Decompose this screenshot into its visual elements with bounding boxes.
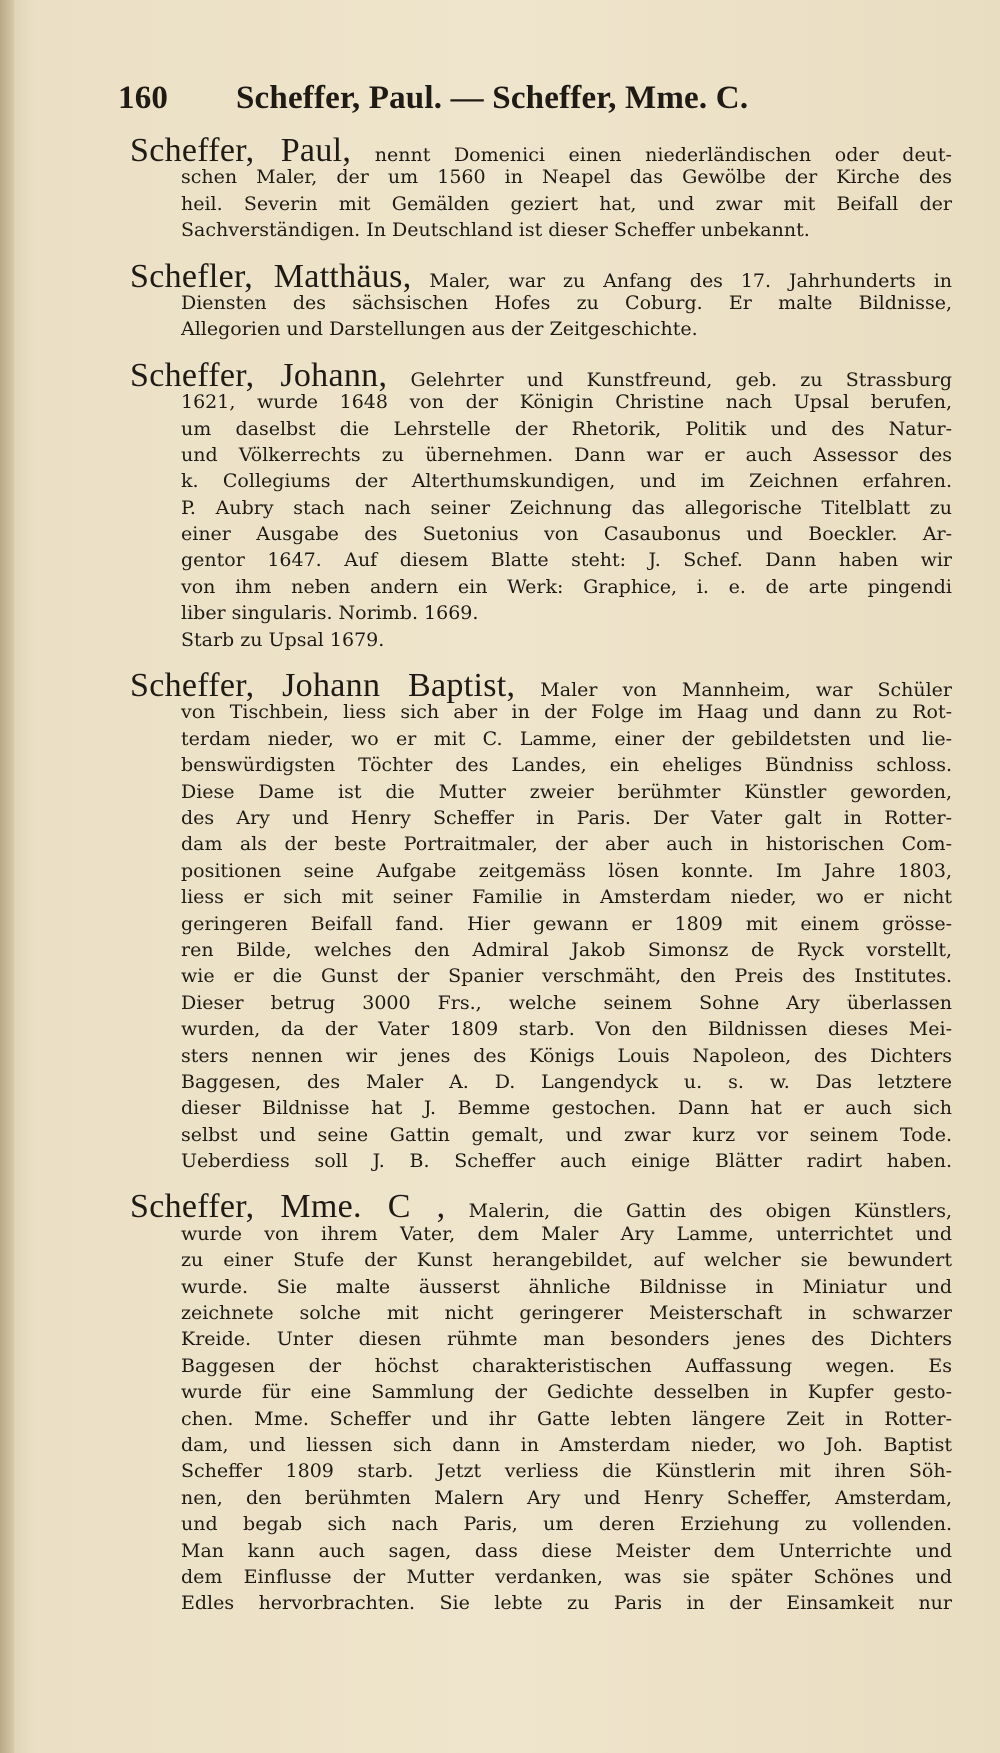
entry-first-line bbox=[130, 1188, 952, 1226]
entry-line: liess er sich mit seiner Familie in Amsterdam nieder, wo er nicht bbox=[181, 886, 952, 909]
entry-headword: Scheffer, Johann Baptist, bbox=[130, 667, 516, 705]
entry-line: des Ary und Henry Scheffer in Paris. Der Vater galt in Rotter- bbox=[181, 806, 952, 829]
entries bbox=[130, 132, 953, 1637]
entry-scheffer-mme-c bbox=[130, 1188, 952, 1616]
page-number: 160 bbox=[118, 80, 169, 116]
entry-line: und begab sich nach Paris, um deren Erziehung zu vollenden. bbox=[181, 1513, 952, 1536]
entry-line: Edles hervorbrachten. Sie lebte zu Paris in der Einsamkeit nur bbox=[181, 1592, 952, 1615]
entry-line: von ihm neben andern ein Werk: Graphice, i. e. de arte pingendi bbox=[181, 575, 952, 598]
page-gutter bbox=[0, 0, 14, 1753]
entry-headword: Scheffer, Johann, bbox=[130, 356, 388, 394]
entry-line: Diese Dame ist die Mutter zweier berühmter Künstler geworden, bbox=[181, 780, 952, 803]
entry-first-line bbox=[130, 132, 952, 169]
entry-line: dam, und liessen sich dann in Amsterdam nieder, wo Joh. Baptist bbox=[181, 1433, 952, 1456]
entry-line: und Völkerrechts zu übernehmen. Dann war er auch Assessor des bbox=[181, 443, 952, 466]
entry-line: Scheffer 1809 starb. Jetzt verliess die Künstlerin mit ihren Söh- bbox=[181, 1460, 952, 1483]
entry-line: selbst und seine Gattin gemalt, und zwar kurz vor seinem Tode. bbox=[181, 1123, 952, 1146]
entry-headword: Schefler, Matthäus, bbox=[130, 257, 412, 295]
entry-line: positionen seine Aufgabe zeitgemäss lösen konnte. Im Jahre 1803, bbox=[181, 859, 952, 882]
entry-line: ren Bilde, welches den Admiral Jakob Simonsz de Ryck vorstellt, bbox=[181, 938, 952, 961]
entry-line: Starb zu Upsal 1679. bbox=[181, 628, 385, 651]
entry-line: wurden, da der Vater 1809 starb. Von den Bildnissen dieses Mei- bbox=[181, 1018, 952, 1041]
entry-scheffer-johann-baptist bbox=[130, 667, 952, 1174]
entry-line: 1621, wurde 1648 von der Königin Christine nach Upsal berufen, bbox=[181, 391, 952, 414]
entry-text: Maler von Mannheim, war Schüler bbox=[540, 679, 952, 702]
entry-text: Malerin, die Gattin des obigen Künstlers, bbox=[468, 1200, 952, 1223]
entry-line: von Tischbein, liess sich aber in der Folge im Haag und dann zu Rot- bbox=[181, 701, 952, 724]
entry-line: sters nennen wir jenes des Königs Louis Napoleon, des Dichters bbox=[181, 1044, 952, 1067]
entry-line: dieser Bildnisse hat J. Bemme gestochen. Dann hat er auch sich bbox=[181, 1097, 952, 1120]
entry-line: Sachverständigen. In Deutschland ist dieser Scheffer unbekannt. bbox=[181, 219, 810, 242]
entry-first-line bbox=[130, 667, 952, 705]
entry-text: Maler, war zu Anfang des 17. Jahrhunderts in bbox=[429, 269, 953, 292]
entry-headword: Scheffer, Mme. C , bbox=[130, 1188, 446, 1226]
entry-text: nennt Domenici einen niederländischen oder deut- bbox=[374, 144, 952, 166]
entry-line: liber singularis. Norimb. 1669. bbox=[181, 602, 479, 625]
entry-line: nen, den berühmten Malern Ary und Henry Scheffer, Amsterdam, bbox=[181, 1486, 952, 1509]
entry-text: Gelehrter und Kunstfreund, geb. zu Strassburg bbox=[410, 368, 952, 391]
entry-line: terdam nieder, wo er mit C. Lamme, einer der gebildetsten und lie- bbox=[181, 727, 952, 750]
entry-line: P. Aubry stach nach seiner Zeichnung das allegorische Titelblatt zu bbox=[181, 496, 952, 519]
entry-line: geringeren Beifall fand. Hier gewann er 1809 mit einem grösse- bbox=[181, 912, 952, 935]
entry-line: Baggesen der höchst charakteristischen Auffassung wegen. Es bbox=[181, 1354, 952, 1377]
entry-scheffer-paul bbox=[130, 132, 952, 244]
entry-schefler-matthaeus bbox=[130, 257, 953, 343]
entry-line: wurde von ihrem Vater, dem Maler Ary Lamme, unterrichtet und bbox=[181, 1222, 952, 1245]
page-title: Scheffer, Paul. — Scheffer, Mme. C. bbox=[236, 80, 749, 116]
entry-line: Baggesen, des Maler A. D. Langendyck u. s. w. Das letztere bbox=[181, 1070, 952, 1093]
entry-line: heil. Severin mit Gemälden geziert hat, und zwar mit Beifall der bbox=[181, 192, 952, 215]
entry-headword: Scheffer, Paul, bbox=[130, 132, 352, 169]
entry-line: wurde. Sie malte äusserst ähnliche Bildnisse in Miniatur und bbox=[181, 1275, 952, 1298]
entry-line: zu einer Stufe der Kunst herangebildet, auf welcher sie bewundert bbox=[181, 1249, 952, 1272]
entry-line: Ueberdiess soll J. B. Scheffer auch einige Blätter radirt haben. bbox=[181, 1150, 952, 1173]
entry-line: Man kann auch sagen, dass diese Meister dem Unterrichte und bbox=[181, 1539, 952, 1562]
entry-line: Kreide. Unter diesen rühmte man besonders jenes des Dichters bbox=[181, 1328, 952, 1351]
entry-line: zeichnete solche mit nicht geringerer Meisterschaft in schwarzer bbox=[181, 1302, 952, 1325]
running-head bbox=[118, 80, 968, 117]
entry-first-line bbox=[130, 356, 952, 394]
entry-line: chen. Mme. Scheffer und ihr Gatte lebten längere Zeit in Rotter- bbox=[181, 1407, 952, 1430]
entry-line: dem Einflusse der Mutter verdanken, was sie später Schönes und bbox=[181, 1565, 952, 1588]
entry-line: Diensten des sächsischen Hofes zu Coburg. Er malte Bildnisse, bbox=[181, 291, 952, 314]
entry-line: schen Maler, der um 1560 in Neapel das Gewölbe der Kirche des bbox=[181, 166, 952, 189]
entry-line: dam als der beste Portraitmaler, der aber auch in historischen Com- bbox=[181, 833, 952, 856]
entry-line: einer Ausgabe des Suetonius von Casaubonus und Boeckler. Ar- bbox=[181, 523, 952, 546]
entry-line: k. Collegiums der Alterthumskundigen, und im Zeichnen erfahren. bbox=[181, 470, 952, 493]
entry-line: gentor 1647. Auf diesem Blatte steht: J. Schef. Dann haben wir bbox=[181, 549, 952, 572]
entry-line: wurde für eine Sammlung der Gedichte desselben in Kupfer gesto- bbox=[181, 1381, 952, 1404]
entry-first-line bbox=[130, 257, 953, 295]
entry-line: wie er die Gunst der Spanier verschmäht, den Preis des Institutes. bbox=[181, 965, 952, 988]
entry-line: um daselbst die Lehrstelle der Rhetorik, Politik und des Natur- bbox=[181, 417, 952, 440]
entry-line: Allegorien und Darstellungen aus der Zeitgeschichte. bbox=[181, 318, 698, 341]
entry-line: benswürdigsten Töchter des Landes, ein eheliges Bündniss schloss. bbox=[181, 754, 952, 777]
entry-scheffer-johann bbox=[130, 356, 952, 653]
entry-line: Dieser betrug 3000 Frs., welche seinem Sohne Ary überlassen bbox=[181, 991, 952, 1014]
